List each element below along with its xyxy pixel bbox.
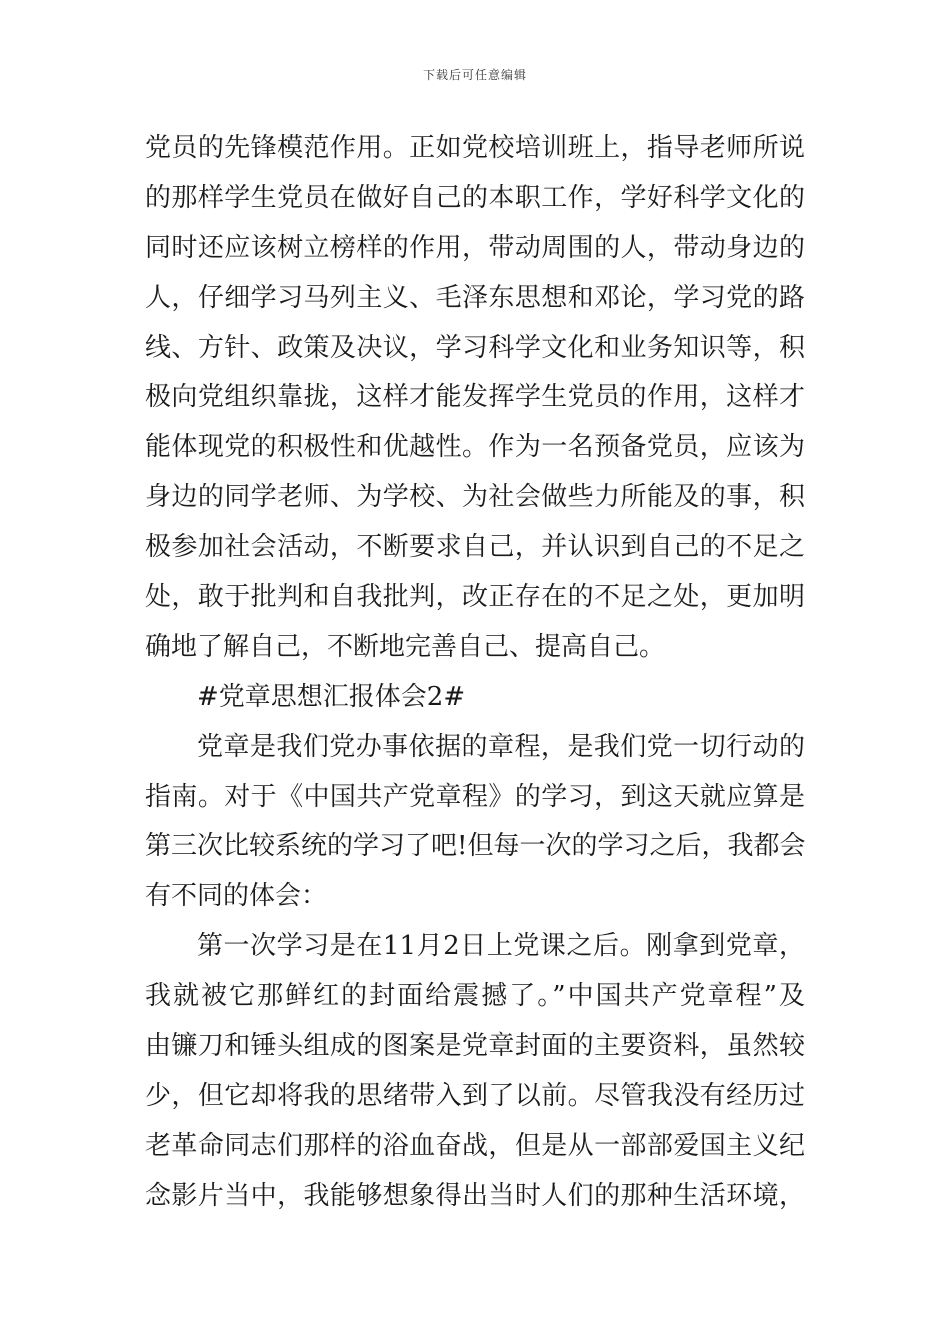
text-line: 能体现党的积极性和优越性。作为一名预备党员，应该为 (145, 432, 805, 463)
text-line: 我就被它那鲜红的封面给震撼了。”中国共产党章程”及 (145, 981, 805, 1012)
section-heading: #党章思想汇报体会2# (197, 681, 466, 712)
text-line: 同时还应该树立榜样的作用，带动周围的人，带动身边的 (145, 232, 805, 263)
text-line: 极向党组织靠拢，这样才能发挥学生党员的作用，这样才 (145, 382, 805, 413)
text-line: 的那样学生党员在做好自己的本职工作，学好科学文化的 (145, 182, 805, 213)
page-header-note: 下载后可任意编辑 (422, 68, 527, 82)
text-line: 身边的同学老师、为学校、为社会做些力所能及的事，积 (145, 482, 805, 513)
paragraph-first-line: 第一次学习是在11月2日上党课之后。刚拿到党章， (197, 931, 805, 962)
text-line: 线、方针、政策及决议，学习科学文化和业务知识等，积 (145, 332, 805, 363)
text-line: 少，但它却将我的思绪带入到了以前。尽管我没有经历过 (145, 1080, 805, 1111)
text-line: 人，仔细学习马列主义、毛泽东思想和邓论，学习党的路 (145, 282, 805, 313)
paragraph-last-line: 确地了解自己，不断地完善自己、提高自己。 (145, 631, 666, 662)
text-line: 指南。对于《中国共产党章程》的学习，到这天就应算是 (145, 781, 805, 812)
text-line: 老革命同志们那样的浴血奋战，但是从一部部爱国主义纪 (145, 1130, 805, 1161)
text-line: 极参加社会活动，不断要求自己，并认识到自己的不足之 (145, 532, 805, 563)
text-line: 处，敢于批判和自我批判，改正存在的不足之处，更加明 (145, 582, 805, 613)
document-body (145, 124, 805, 1222)
paragraph-first-line: 党章是我们党办事依据的章程，是我们党一切行动的 (197, 731, 805, 762)
text-line: 由镰刀和锤头组成的图案是党章封面的主要资料，虽然较 (145, 1031, 805, 1062)
paragraph-last-line: 有不同的体会： (145, 881, 328, 912)
text-line: 党员的先锋模范作用。正如党校培训班上，指导老师所说 (145, 133, 805, 163)
text-line: 念影片当中，我能够想象得出当时人们的那种生活环境， (145, 1180, 805, 1211)
text-line: 第三次比较系统的学习了吧!但每一次的学习之后，我都会 (145, 831, 805, 862)
